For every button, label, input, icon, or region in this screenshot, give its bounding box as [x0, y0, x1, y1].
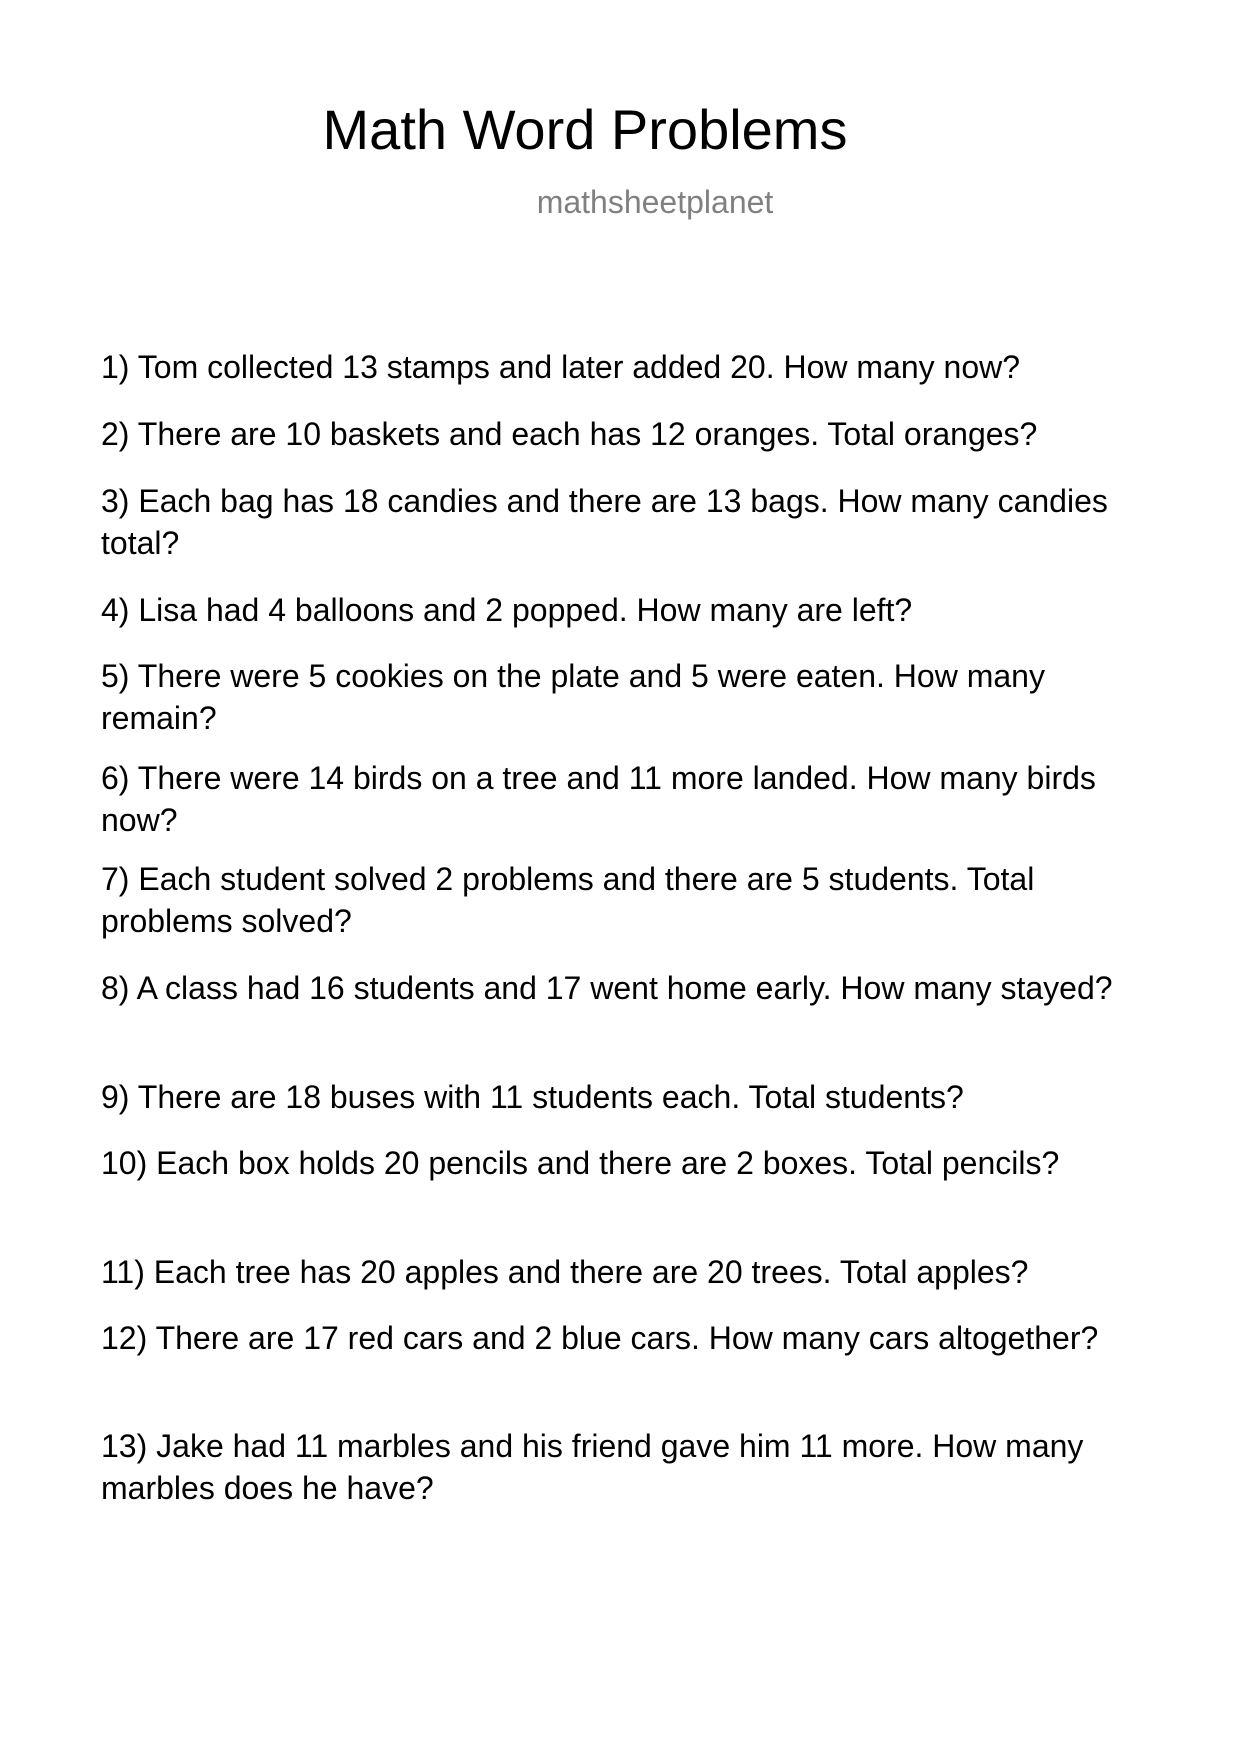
problem-9: 9) There are 18 buses with 11 students each. Total students? [101, 1079, 964, 1115]
problem-12: 12) There are 17 red cars and 2 blue cars. How many cars altogether? [101, 1320, 1099, 1356]
problem-10: 10) Each box holds 20 pencils and there are 2 boxes. Total pencils? [101, 1145, 1060, 1181]
problem-4: 4) Lisa had 4 balloons and 2 popped. How many are left? [101, 592, 913, 628]
page-title: Math Word Problems [322, 98, 848, 161]
problem-8: 8) A class had 16 students and 17 went home early. How many stayed? [101, 970, 1113, 1006]
problem-11: 11) Each tree has 20 apples and there are 20 trees. Total apples? [101, 1254, 1029, 1290]
problem-2: 2) There are 10 baskets and each has 12 oranges. Total oranges? [101, 416, 1038, 452]
problem-1: 1) Tom collected 13 stamps and later added 20. How many now? [101, 349, 1021, 385]
problem-5: 5) There were 5 cookies on the plate and 5 were eaten. How many remain? [101, 658, 1045, 736]
page-subtitle: mathsheetplanet [536, 184, 774, 220]
problem-6: 6) There were 14 birds on a tree and 11 more landed. How many birds now? [101, 760, 1096, 838]
problem-13: 13) Jake had 11 marbles and his friend gave him 11 more. How many marbles does he have? [101, 1428, 1084, 1506]
problem-3: 3) Each bag has 18 candies and there are 13 bags. How many candies total? [101, 483, 1108, 561]
problem-7: 7) Each student solved 2 problems and there are 5 students. Total problems solved? [101, 861, 1035, 939]
